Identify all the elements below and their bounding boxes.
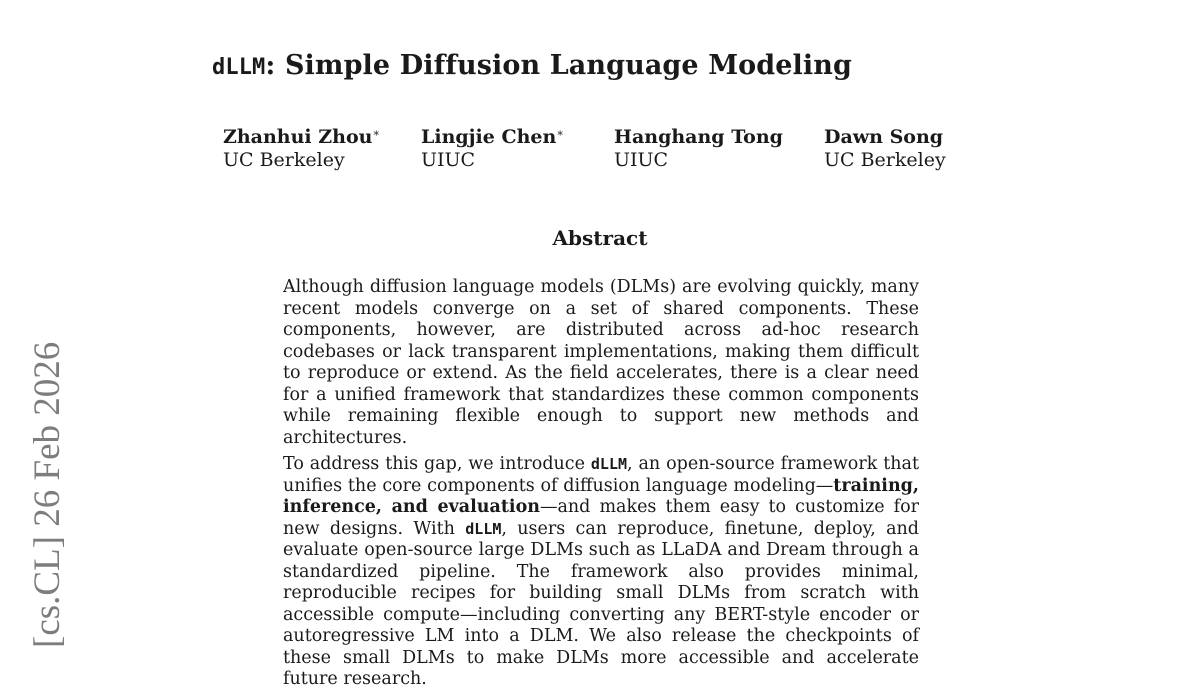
title-framework-name: dLLM [212,55,266,80]
author-3 [614,126,783,172]
author-affiliation: UC Berkeley [824,149,946,171]
equal-contribution-mark: * [373,129,379,142]
abstract-body [283,277,919,691]
author-name: Lingjie Chen* [421,126,563,148]
author-1 [223,126,379,172]
author-affiliation: UC Berkeley [223,149,345,171]
framework-name: dLLM [590,455,628,473]
arxiv-side-stamp: [cs.CL] 26 Feb 2026 [27,341,68,648]
emphasis-components: training, inference, and evaluation [283,475,919,517]
framework-name: dLLM [465,519,502,538]
author-affiliation: UIUC [421,149,476,171]
author-name: Hanghang Tong [614,126,783,148]
author-2 [421,126,563,172]
author-affiliation: UIUC [614,149,669,171]
abstract-paragraph-1: Although diffusion language models (DLMs) are evolving quickly, many recent models converge on a set of shared components. These components, however, are distributed across ad-hoc research codebases or lack transparent implementations, making them difficult to reproduce or extend. As the field accelerates, there is a clear need for a unified framework that standardizes these common components while remaining flexible enough to support new methods and architectures. [283,277,919,448]
author-name: Dawn Song [824,126,944,148]
author-4 [824,126,946,172]
author-name: Zhanhui Zhou* [223,126,379,148]
abstract-heading: Abstract [552,226,648,250]
title-text: : Simple Diffusion Language Modeling [265,50,852,81]
paper-title [212,50,852,81]
abstract-paragraph-2: To address this gap, we introduce dLLM, an open-source framework that unifies the core components of diffusion language modeling—training, inference, and evaluation—and makes them easy to customize for new designs. With dLLM, users can reproduce, finetune, deploy, and evaluate open-source large DLMs such as LLaDA and Dream through a standardized pipeline. The framework also provides minimal, reproducible recipes for building small DLMs from scratch with accessible compute—including converting any BERT-style encoder or autoregressive LM into a DLM. We also release the checkpoints of these small DLMs to make DLMs more accessible and accelerate future research. [283,454,919,689]
equal-contribution-mark: * [557,129,563,142]
